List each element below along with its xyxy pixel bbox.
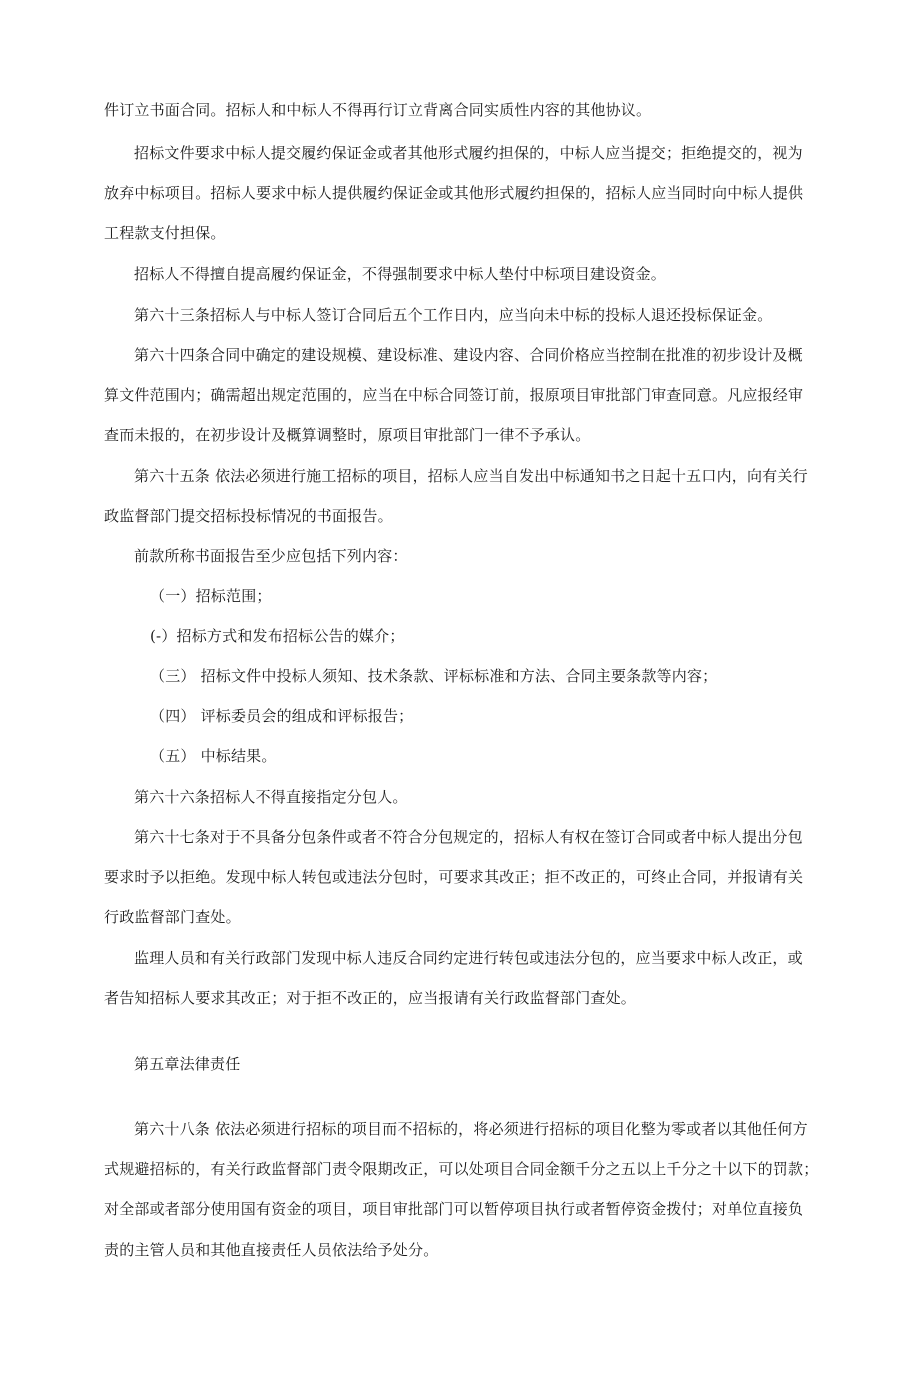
text-line: 算文件范围内；确需超出规定范围的，应当在中标合同签订前，报原项目审批部门审查同意。凡应报经审 xyxy=(104,386,804,404)
text-line: 行政监督部门查处。 xyxy=(104,908,241,926)
text-line: 对全部或者部分使用国有资金的项目，项目审批部门可以暂停项目执行或者暂停资金拨付；对单位直接负 xyxy=(104,1200,804,1218)
text-line: 第六十三条招标人与中标人签订合同后五个工作日内，应当向未中标的投标人退还投标保证金。 xyxy=(134,306,773,324)
text-line: 件订立书面合同。招标人和中标人不得再行订立背离合同实质性内容的其他协议。 xyxy=(104,101,652,119)
text-line: 政监督部门提交招标投标情况的书面报告。 xyxy=(104,507,393,525)
text-line: 查而未报的，在初步设计及概算调整时，原项目审批部门一律不予承认。 xyxy=(104,426,591,444)
text-line: 第六十七条对于不具备分包条件或者不符合分包规定的，招标人有权在签订合同或者中标人提出分包 xyxy=(134,828,803,846)
text-line: 第六十八条 依法必须进行招标的项目而不招标的，将必须进行招标的项目化整为零或者以其他任何方 xyxy=(134,1120,808,1138)
text-line: 放弃中标项目。招标人要求中标人提供履约保证金或其他形式履约担保的，招标人应当同时向中标人提供 xyxy=(104,184,804,202)
text-line: 第六十五条 依法必须进行施工招标的项目，招标人应当自发出中标通知书之日起十五口内，向有关行 xyxy=(134,467,808,485)
text-line: 责的主管人员和其他直接责任人员依法给予处分。 xyxy=(104,1241,439,1259)
chapter-heading: 第五章法律责任 xyxy=(134,1055,241,1073)
text-line: 要求时予以拒绝。发现中标人转包或违法分包时，可要求其改正；拒不改正的，可终止合同，并报请有关 xyxy=(104,868,804,886)
text-line: 者告知招标人要求其改正；对于拒不改正的，应当报请有关行政监督部门查处。 xyxy=(104,989,637,1007)
text-line: 招标文件要求中标人提交履约保证金或者其他形式履约担保的，中标人应当提交；拒绝提交的，视为 xyxy=(134,144,803,162)
text-line: 招标人不得擅自提高履约保证金，不得强制要求中标人垫付中标项目建设资金。 xyxy=(134,265,667,283)
text-line: 前款所称书面报告至少应包括下列内容： xyxy=(134,547,408,565)
list-item: （四） 评标委员会的组成和评标报告； xyxy=(150,707,414,725)
text-line: 第六十六条招标人不得直接指定分包人。 xyxy=(134,788,408,806)
text-line: 监理人员和有关行政部门发现中标人违反合同约定进行转包或违法分包的，应当要求中标人改正，或 xyxy=(134,949,803,967)
list-item: （一）招标范围； xyxy=(150,587,272,605)
text-line: 工程款支付担保。 xyxy=(104,224,226,242)
text-line: 第六十四条合同中确定的建设规模、建设标准、建设内容、合同价格应当控制在批准的初步设计及概 xyxy=(134,346,803,364)
list-item: （五） 中标结果。 xyxy=(150,747,277,765)
list-item: (-）招标方式和发布招标公告的媒介； xyxy=(150,627,405,645)
text-line: 式规避招标的，有关行政监督部门责令限期改正，可以处项目合同金额千分之五以上千分之十以下的罚款； xyxy=(104,1160,819,1178)
list-item: （三） 招标文件中投标人须知、技术条款、评标标准和方法、合同主要条款等内容； xyxy=(150,667,718,685)
